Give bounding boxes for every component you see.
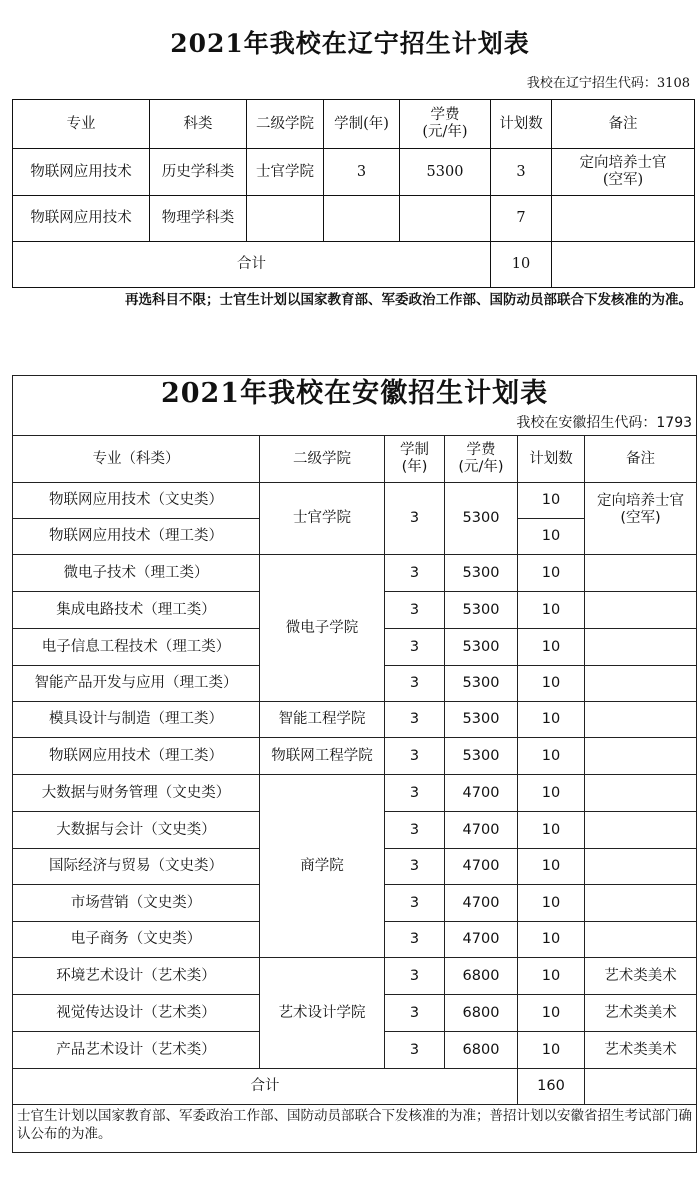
liaoning-footnote: 再选科目不限；士官生计划以国家教育部、军委政治工作部、国防动员部联合下发核准的为准。 — [125, 292, 692, 308]
years-cell: 3 — [385, 1032, 445, 1069]
years-cell: 3 — [385, 592, 445, 629]
fee-cell — [400, 196, 491, 242]
years-cell: 3 — [385, 775, 445, 812]
table-row — [13, 738, 697, 775]
remark-cell — [585, 885, 697, 922]
major-cell: 电子信息工程技术（理工类） — [13, 629, 260, 666]
years-cell: 3 — [385, 849, 445, 885]
remark-cell — [585, 922, 697, 958]
fee-cell: 5300 — [400, 149, 491, 196]
header-cell: 备注 — [552, 100, 695, 149]
total-label: 合计 — [13, 1069, 518, 1105]
college-cell: 士官学院 — [260, 483, 385, 555]
total-row — [13, 242, 695, 288]
fee-cell: 5300 — [445, 483, 518, 555]
fee-cell: 6800 — [445, 995, 518, 1032]
remark-cell: 定向培养士官 (空军) — [585, 483, 697, 555]
years-cell: 3 — [385, 958, 445, 995]
fee-cell: 4700 — [445, 775, 518, 812]
years-cell: 3 — [385, 995, 445, 1032]
years-cell — [324, 196, 400, 242]
plan-cell: 10 — [518, 629, 585, 666]
years-cell: 3 — [385, 702, 445, 738]
table-row — [13, 196, 695, 242]
liaoning-table-title: 2021年我校在辽宁招生计划表 — [170, 29, 530, 58]
college-cell: 智能工程学院 — [260, 702, 385, 738]
remark-cell: 定向培养士官 (空军) — [552, 149, 695, 196]
category-cell: 物理学科类 — [150, 196, 247, 242]
plan-cell: 10 — [518, 995, 585, 1032]
years-cell: 3 — [385, 483, 445, 555]
header-cell: 计划数 — [491, 100, 552, 149]
header-cell: 二级学院 — [260, 436, 385, 483]
years-cell: 3 — [385, 738, 445, 775]
years-cell: 3 — [385, 885, 445, 922]
college-cell: 士官学院 — [247, 149, 324, 196]
header-cell: 学费 (元/年) — [400, 100, 491, 149]
remark-cell — [585, 592, 697, 629]
fee-cell: 5300 — [445, 702, 518, 738]
fee-cell: 6800 — [445, 958, 518, 995]
major-cell: 国际经济与贸易（文史类） — [13, 849, 260, 885]
fee-cell: 5300 — [445, 666, 518, 702]
years-cell: 3 — [385, 629, 445, 666]
remark-cell — [585, 812, 697, 849]
remark-cell — [585, 1069, 697, 1105]
major-cell: 物联网应用技术（理工类） — [13, 738, 260, 775]
plan-cell: 10 — [518, 1032, 585, 1069]
header-cell: 科类 — [150, 100, 247, 149]
table-row — [13, 958, 697, 995]
remark-cell — [585, 775, 697, 812]
plan-cell: 3 — [491, 149, 552, 196]
remark-cell — [585, 702, 697, 738]
header-cell: 学制(年) — [324, 100, 400, 149]
anhui-footnote: 士官生计划以国家教育部、军委政治工作部、国防动员部联合下发核准的为准；普招计划以安徽省招生考试部门确认公布的为准。 — [13, 1105, 697, 1153]
liaoning-enrollment-code: 我校在辽宁招生代码：3108 — [526, 76, 690, 91]
college-cell: 商学院 — [260, 775, 385, 958]
anhui-enrollment-code: 我校在安徽招生代码：1793 — [13, 412, 697, 436]
major-cell: 大数据与会计（文史类） — [13, 812, 260, 849]
fee-cell: 4700 — [445, 922, 518, 958]
table-row — [13, 775, 697, 812]
remark-cell — [585, 629, 697, 666]
remark-cell — [552, 242, 695, 288]
major-cell: 微电子技术（理工类） — [13, 555, 260, 592]
plan-cell: 10 — [518, 483, 585, 519]
header-cell: 学费 (元/年) — [445, 436, 518, 483]
college-cell: 物联网工程学院 — [260, 738, 385, 775]
plan-cell: 10 — [518, 958, 585, 995]
table-row — [13, 702, 697, 738]
plan-cell: 7 — [491, 196, 552, 242]
total-value: 10 — [491, 242, 552, 288]
plan-cell: 10 — [518, 666, 585, 702]
college-cell: 艺术设计学院 — [260, 958, 385, 1069]
major-cell: 产品艺术设计（艺术类） — [13, 1032, 260, 1069]
major-cell: 物联网应用技术 — [13, 196, 150, 242]
plan-cell: 10 — [518, 738, 585, 775]
table-header-row — [13, 436, 697, 483]
plan-cell: 10 — [518, 922, 585, 958]
remark-cell — [552, 196, 695, 242]
major-cell: 物联网应用技术（文史类） — [13, 483, 260, 519]
table-header-row — [13, 100, 695, 149]
major-cell: 市场营销（文史类） — [13, 885, 260, 922]
header-cell: 学制 (年) — [385, 436, 445, 483]
college-cell: 微电子学院 — [260, 555, 385, 702]
remark-cell: 艺术类美术 — [585, 995, 697, 1032]
total-value: 160 — [518, 1069, 585, 1105]
plan-cell: 10 — [518, 775, 585, 812]
table-row — [13, 149, 695, 196]
major-cell: 集成电路技术（理工类） — [13, 592, 260, 629]
total-row — [13, 1069, 697, 1105]
major-cell: 电子商务（文史类） — [13, 922, 260, 958]
remark-cell — [585, 666, 697, 702]
anhui-table-title: 2021年我校在安徽招生计划表 — [13, 376, 697, 412]
plan-cell: 10 — [518, 885, 585, 922]
years-cell: 3 — [324, 149, 400, 196]
plan-cell: 10 — [518, 812, 585, 849]
remark-cell — [585, 738, 697, 775]
fee-cell: 5300 — [445, 555, 518, 592]
major-cell: 视觉传达设计（艺术类） — [13, 995, 260, 1032]
major-cell: 环境艺术设计（艺术类） — [13, 958, 260, 995]
fee-cell: 5300 — [445, 592, 518, 629]
fee-cell: 5300 — [445, 629, 518, 666]
years-cell: 3 — [385, 812, 445, 849]
plan-cell: 10 — [518, 849, 585, 885]
anhui-plan-table — [12, 375, 697, 1153]
header-cell: 备注 — [585, 436, 697, 483]
years-cell: 3 — [385, 555, 445, 592]
table-row — [13, 555, 697, 592]
major-cell: 物联网应用技术（理工类） — [13, 519, 260, 555]
header-cell: 二级学院 — [247, 100, 324, 149]
liaoning-plan-table — [12, 99, 695, 288]
table-row — [13, 483, 697, 519]
years-cell: 3 — [385, 922, 445, 958]
fee-cell: 5300 — [445, 738, 518, 775]
major-cell: 智能产品开发与应用（理工类） — [13, 666, 260, 702]
remark-cell: 艺术类美术 — [585, 1032, 697, 1069]
category-cell: 历史学科类 — [150, 149, 247, 196]
plan-cell: 10 — [518, 592, 585, 629]
fee-cell: 4700 — [445, 849, 518, 885]
remark-cell: 艺术类美术 — [585, 958, 697, 995]
plan-cell: 10 — [518, 555, 585, 592]
fee-cell: 6800 — [445, 1032, 518, 1069]
header-cell: 专业 — [13, 100, 150, 149]
college-cell — [247, 196, 324, 242]
plan-cell: 10 — [518, 702, 585, 738]
total-label: 合计 — [13, 242, 491, 288]
remark-cell — [585, 555, 697, 592]
fee-cell: 4700 — [445, 812, 518, 849]
header-cell: 计划数 — [518, 436, 585, 483]
years-cell: 3 — [385, 666, 445, 702]
plan-cell: 10 — [518, 519, 585, 555]
header-cell: 专业（科类） — [13, 436, 260, 483]
remark-cell — [585, 849, 697, 885]
major-cell: 模具设计与制造（理工类） — [13, 702, 260, 738]
fee-cell: 4700 — [445, 885, 518, 922]
major-cell: 大数据与财务管理（文史类） — [13, 775, 260, 812]
major-cell: 物联网应用技术 — [13, 149, 150, 196]
